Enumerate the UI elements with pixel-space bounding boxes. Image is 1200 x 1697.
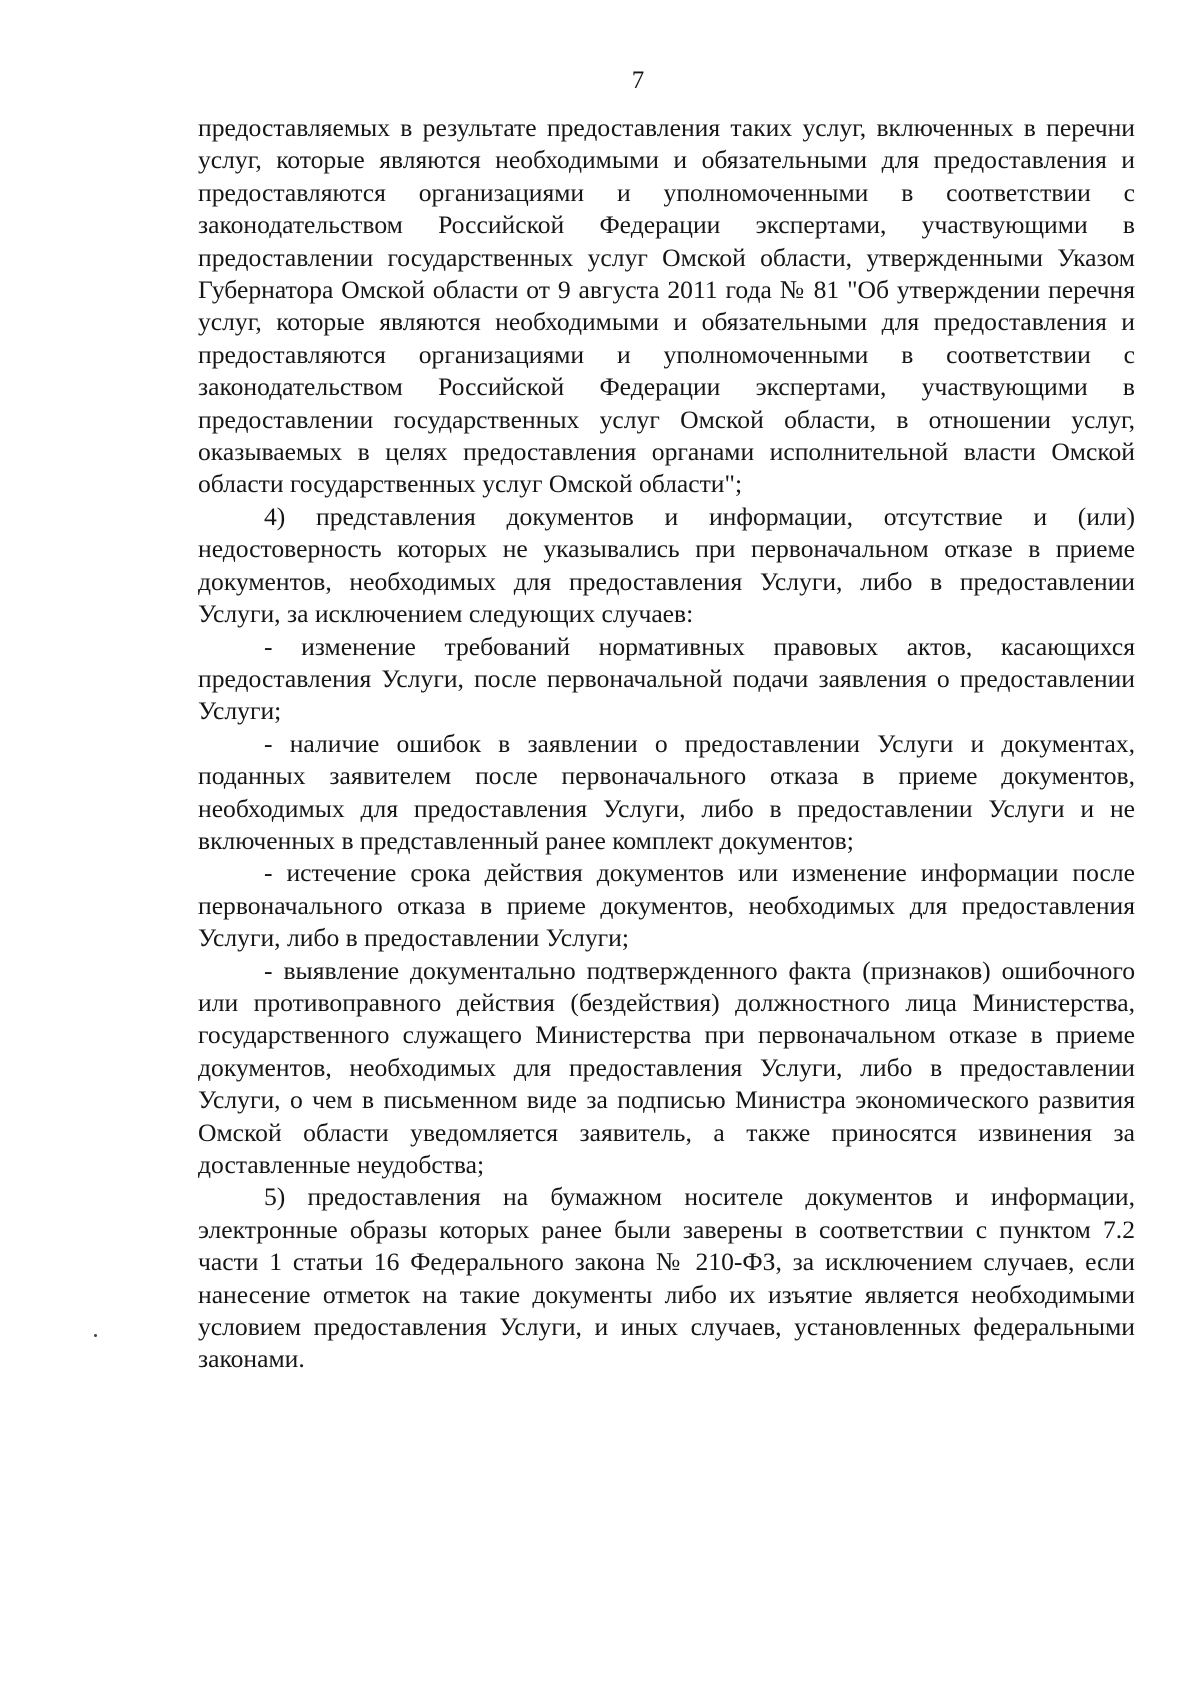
document-body bbox=[198, 112, 1135, 1376]
paragraph-bullet-errors: - наличие ошибок в заявлении о предоставлении Услуги и документах, поданных заявителем после первоначального отказа в приеме документов, необходимых для предоставления Услуги, либо в предоставлении Услуги и не включенных в представленный ранее комплект документов; bbox=[198, 728, 1135, 855]
paragraph-bullet-expiration: - истечение срока действия документов или изменение информации после первоначального отказа в приеме документов, необходимых для предоставления Услуги, либо в предоставлении Услуги; bbox=[198, 858, 1135, 953]
paragraph-bullet-unlawful-action: - выявление документально подтвержденного факта (признаков) ошибочного или противоправного действия (бездействия) должностного лица Министерства, государственного служащего Министерства при первоначальном отказе в приеме документов, необходимых для предоставления Услуги, либо в предоставлении Услуги, о чем в письменном виде за подписью Министра экономического развития Омской области уведомляется заявитель, а также приносятся извинения за доставленные неудобства; bbox=[198, 955, 1135, 1179]
paragraph-continuation: предоставляемых в результате предоставления таких услуг, включенных в перечни услуг, которые являются необходимыми и обязательными для предоставления и предоставляются организациями и уполномоченными в соответствии с законодательством Российской Федерации экспертами, участвующими в предоставлении государственных услуг Омской области, утвержденными Указом Губернатора Омской области от 9 августа 2011 года № 81 "Об утверждении перечня услуг, которые являются необходимыми и обязательными для предоставления и предоставляются организациями и уполномоченными в соответствии с законодательством Российской Федерации экспертами, участвующими в предоставлении государственных услуг Омской области, в отношении услуг, оказываемых в целях предоставления органами исполнительной власти Омской области государственных услуг Омской области"; bbox=[198, 113, 1135, 499]
scan-speck bbox=[94, 1334, 97, 1337]
paragraph-item-5: 5) предоставления на бумажном носителе документов и информации, электронные образы которых ранее были заверены в соответствии с пунктом 7.2 части 1 статьи 16 Федерального закона № 210-ФЗ, за исключением случаев, если нанесение отметок на такие документы либо их изъятие является необходимыми условием предоставления Услуги, и иных случаев, установленных федеральными законами. bbox=[198, 1182, 1135, 1374]
page-number: 7 bbox=[631, 67, 645, 94]
paragraph-bullet-requirements-change: - изменение требований нормативных правовых актов, касающихся предоставления Услуги, после первоначальной подачи заявления о предоставлении Услуги; bbox=[198, 631, 1135, 726]
paragraph-item-4: 4) представления документов и информации, отсутствие и (или) недостоверность которых не указывались при первоначальном отказе в приеме документов, необходимых для предоставления Услуги, либо в предоставлении Услуги, за исключением следующих случаев: bbox=[198, 501, 1135, 629]
